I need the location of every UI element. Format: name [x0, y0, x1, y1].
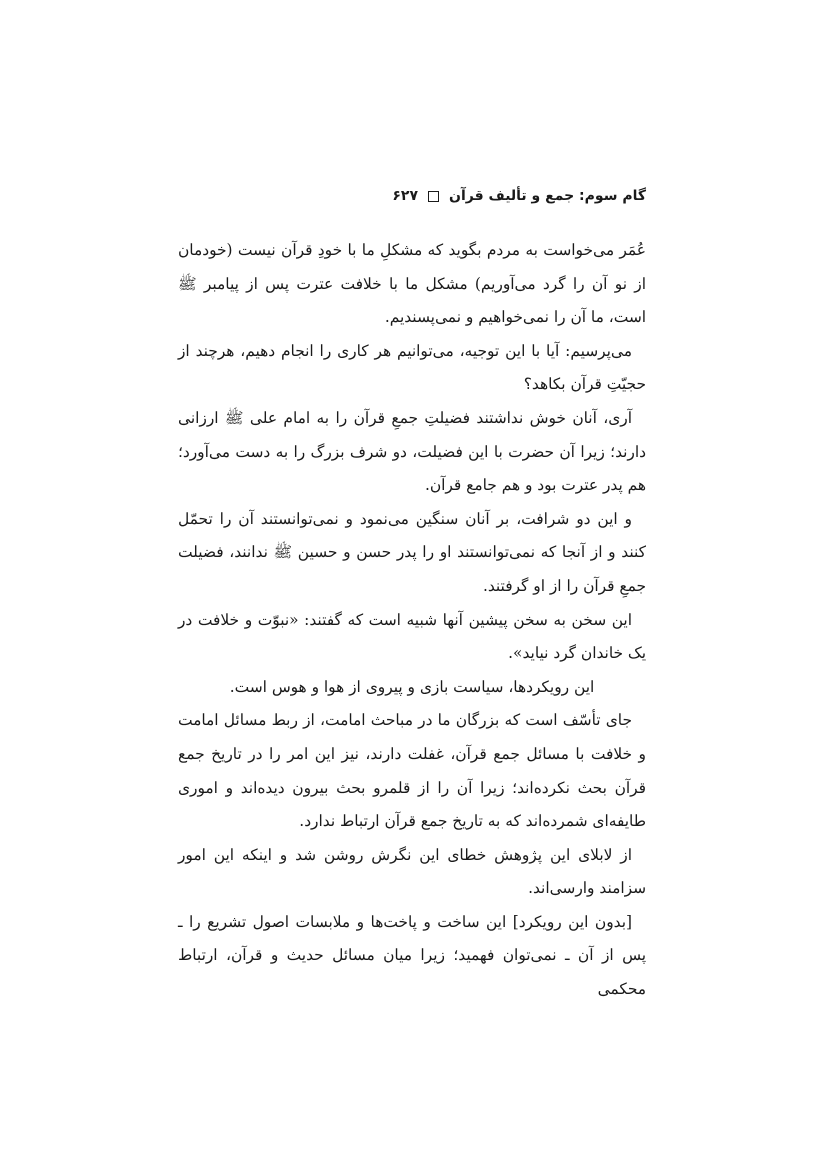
running-header	[392, 188, 646, 204]
paragraph-2: می‌پرسیم: آیا با این توجیه، می‌توانیم هر کاری را انجام دهیم، هرچند از حجیّتِ قرآن بکاهد؟	[178, 341, 646, 394]
paragraph-1: عُمَر می‌خواست به مردم بگوید که مشکلِ ما با خودِ قرآن نیست (خودمان از نو آن را گرد می‌آوریم) مشکل ما با خلافت عترت پس از پیامبر ﷺ است، ما آن را نمی‌خواهیم و نمی‌پسندیم.	[178, 241, 646, 327]
paragraph-8: از لابلای این پژوهش خطای این نگرش روشن شد و اینکه این امور سزامند وارسی‌اند.	[178, 845, 646, 898]
square-bullet-icon	[428, 191, 439, 202]
paragraph-5: این سخن به سخن پیشین آنها شبیه است که گفتند: «نبوّت و خلافت در یک خاندان گرد نیاید».	[178, 610, 646, 663]
paragraph-6: این رویکردها، سیاست بازی و پیروی از هوا و هوس است.	[229, 677, 595, 696]
paragraph-4: و این دو شرافت، بر آنان سنگین می‌نمود و نمی‌توانستند آن را تحمّل کنند و از آنجا که نمی‌توانستند او را پدر حسن و حسین ﷺ ندانند، فضیلت جمعِ قرآن را از او گرفتند.	[178, 509, 646, 595]
paragraph-9: [بدون این رویکرد] این ساخت و پاخت‌ها و ملابسات اصول تشریع را ـ پس از آن ـ نمی‌توان فهمید؛ زیرا میان مسائل حدیث و قرآن، ارتباط محکمی	[178, 912, 646, 999]
body-text	[178, 234, 646, 1007]
running-title: گام سوم: جمع و تألیف قرآن	[449, 188, 646, 204]
page-number: ۶۲۷	[392, 188, 419, 204]
paragraph-7: جای تأسّف است که بزرگان ما در مباحث امامت، از ربط مسائل امامت و خلافت با مسائل جمع قرآن، غفلت دارند، نیز این امر را در تاریخ جمع قرآن بحث نکرده‌اند؛ زیرا آن را از قلمرو بحث بیرون دیده‌اند و اموری طایفه‌ای شمرده‌اند که به تاریخ جمع قرآن ارتباط ندارد.	[178, 711, 646, 831]
paragraph-3: آری، آنان خوش نداشتند فضیلتِ جمعِ قرآن را به امام علی ﷺ ارزانی دارند؛ زیرا آن حضرت با این فضیلت، دو شرف بزرگ را به دست می‌آورد؛ هم پدر عترت بود و هم جامع قرآن.	[178, 408, 646, 495]
